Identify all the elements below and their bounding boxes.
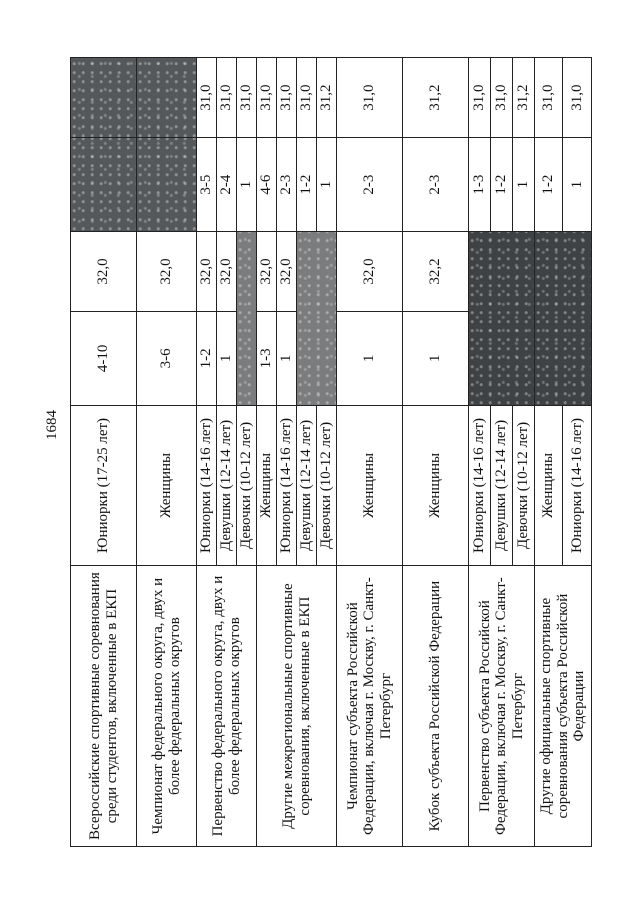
value-cell: 31,0 <box>535 58 563 138</box>
place-cell: 2-3 <box>277 138 297 232</box>
group-cell: Девушки (12-14 лет) <box>217 405 237 565</box>
value-cell: 31,0 <box>257 58 277 138</box>
value-cell: 32,0 <box>71 231 137 311</box>
table-row <box>337 58 403 847</box>
competition-cell: Чемпионат субъекта Российской Федерации, включая г. Москву, г. Санкт-Петербург <box>337 566 403 847</box>
value-cell: 31,0 <box>217 58 237 138</box>
place-cell: 2-4 <box>217 138 237 232</box>
group-cell: Девочки (10-12 лет) <box>317 405 337 565</box>
place-cell: 1 <box>563 138 591 232</box>
value-cell: 31,2 <box>317 58 337 138</box>
place-cell: 1 <box>403 312 469 406</box>
competition-cell: Кубок субъекта Российской Федерации <box>403 566 469 847</box>
page-number: 1684 <box>44 410 60 440</box>
place-cell: 1-3 <box>469 138 491 232</box>
value-cell: 31,0 <box>197 58 217 138</box>
value-cell: 31,0 <box>277 58 297 138</box>
table-row <box>71 58 137 847</box>
shaded-cell <box>71 138 137 232</box>
table-row <box>403 58 469 847</box>
value-cell: 32,0 <box>137 231 197 311</box>
shaded-cell <box>137 58 197 138</box>
competition-cell: Первенство федерального округа, двух и более федеральных округов <box>197 566 257 847</box>
shaded-cell <box>469 231 535 405</box>
value-cell: 31,2 <box>513 58 535 138</box>
place-cell: 4-10 <box>71 312 137 406</box>
value-cell: 32,0 <box>337 231 403 311</box>
place-cell: 2-3 <box>337 138 403 232</box>
value-cell: 31,2 <box>403 58 469 138</box>
group-cell: Юниорки (14-16 лет) <box>563 405 591 565</box>
place-cell: 1 <box>237 138 257 232</box>
group-cell: Женщины <box>535 405 563 565</box>
group-cell: Девочки (10-12 лет) <box>237 405 257 565</box>
group-cell: Юниорки (14-16 лет) <box>469 405 491 565</box>
table-row <box>137 58 197 847</box>
competition-cell: Всероссийские спортивные соревнования среди студентов, включенные в ЕКП <box>71 566 137 847</box>
place-cell: 1 <box>513 138 535 232</box>
value-cell: 31,0 <box>337 58 403 138</box>
value-cell: 32,0 <box>217 231 237 311</box>
place-cell: 1-2 <box>491 138 513 232</box>
competition-cell: Первенство субъекта Российской Федерации, включая г. Москву, г. Санкт-Петербург <box>469 566 535 847</box>
place-cell: 3-6 <box>137 312 197 406</box>
shaded-cell <box>137 138 197 232</box>
classification-table <box>70 57 592 847</box>
value-cell: 32,0 <box>257 231 277 311</box>
group-cell: Девушки (12-14 лет) <box>491 405 513 565</box>
place-cell: 1 <box>317 138 337 232</box>
rotated-table-wrapper <box>70 57 587 847</box>
table-row <box>257 58 277 847</box>
group-cell: Женщины <box>257 405 277 565</box>
place-cell: 1-2 <box>197 312 217 406</box>
place-cell: 1-2 <box>297 138 317 232</box>
value-cell: 31,0 <box>237 58 257 138</box>
group-cell: Женщины <box>337 405 403 565</box>
value-cell: 31,0 <box>297 58 317 138</box>
place-cell: 1-2 <box>535 138 563 232</box>
group-cell: Женщины <box>137 405 197 565</box>
shaded-cell <box>71 58 137 138</box>
competition-cell: Другие официальные спортивные соревнования субъекта Российской Федерации <box>535 566 592 847</box>
group-cell: Девушки (12-14 лет) <box>297 405 317 565</box>
shaded-cell <box>297 231 337 405</box>
shaded-cell <box>237 231 257 405</box>
shaded-cell <box>535 231 592 405</box>
group-cell: Юниорки (14-16 лет) <box>197 405 217 565</box>
place-cell: 2-3 <box>403 138 469 232</box>
group-cell: Женщины <box>403 405 469 565</box>
value-cell: 32,2 <box>403 231 469 311</box>
value-cell: 31,0 <box>563 58 591 138</box>
value-cell: 31,0 <box>491 58 513 138</box>
table-row <box>469 58 491 847</box>
group-cell: Девочки (10-12 лет) <box>513 405 535 565</box>
table-row <box>535 58 563 847</box>
competition-cell: Другие межрегиональные спортивные соревнования, включенные в ЕКП <box>257 566 337 847</box>
value-cell: 32,0 <box>197 231 217 311</box>
place-cell: 4-6 <box>257 138 277 232</box>
group-cell: Юниорки (17-25 лет) <box>71 405 137 565</box>
table-row <box>197 58 217 847</box>
place-cell: 1 <box>277 312 297 406</box>
group-cell: Юниорки (14-16 лет) <box>277 405 297 565</box>
value-cell: 32,0 <box>277 231 297 311</box>
place-cell: 3-5 <box>197 138 217 232</box>
value-cell: 31,0 <box>469 58 491 138</box>
place-cell: 1 <box>337 312 403 406</box>
place-cell: 1-3 <box>257 312 277 406</box>
place-cell: 1 <box>217 312 237 406</box>
competition-cell: Чемпионат федерального округа, двух и более федеральных округов <box>137 566 197 847</box>
